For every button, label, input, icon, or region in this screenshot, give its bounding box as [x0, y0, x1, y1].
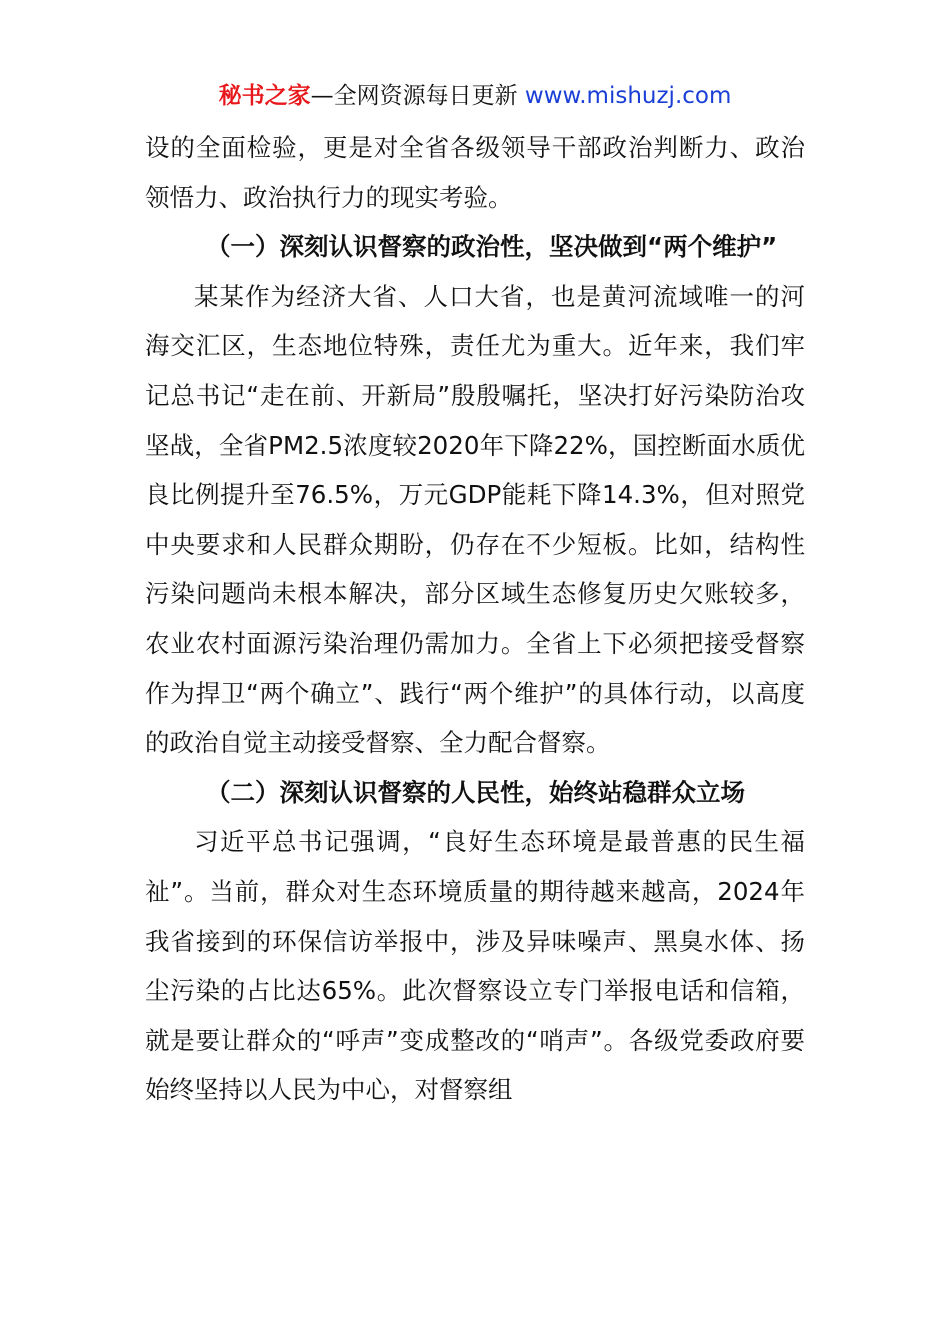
site-url[interactable]: www.mishuzj.com — [524, 83, 732, 109]
page-header — [0, 80, 950, 112]
section2-heading: （二）深刻认识督察的人民性，始终站稳群众立场 — [206, 777, 745, 807]
section2-paragraph: 习近平总书记强调，“良好生态环境是最普惠的民生福祉”。当前，群众对生态环境质量的期待越来越高，2024年我省接到的环保信访举报中，涉及异味噪声、黑臭水体、扬尘污染的占比达65%。此次督察设立专门举报电话和信箱，就是要让群众的“呼声”变成整改的“哨声”。各级党委政府要始终坚持以人民为中心，对督察组 — [145, 827, 805, 1105]
brand-name: 秘书之家 — [218, 83, 311, 109]
section1-heading: （一）深刻认识督察的政治性，坚决做到“两个维护” — [206, 232, 778, 262]
intro-paragraph: 设的全面检验，更是对全省各级领导干部政治判断力、政治领悟力、政治执行力的现实考验。 — [145, 133, 805, 212]
header-tagline: —全网资源每日更新 — [310, 83, 518, 109]
document-body — [145, 123, 805, 1115]
section1-paragraph: 某某作为经济大省、人口大省，也是黄河流域唯一的河海交汇区，生态地位特殊，责任尤为重大。近年来，我们牢记总书记“走在前、开新局”殷殷嘱托，坚决打好污染防治攻坚战，全省PM2.5浓度较2020年下降22%，国控断面水质优良比例提升至76.5%，万元GDP能耗下降14.3%，但对照党中央要求和人民群众期盼，仍存在不少短板。比如，结构性污染问题尚未根本解决，部分区域生态修复历史欠账较多，农业农村面源污染治理仍需加力。全省上下必须把接受督察作为捍卫“两个确立”、践行“两个维护”的具体行动，以高度的政治自觉主动接受督察、全力配合督察。 — [145, 281, 805, 758]
